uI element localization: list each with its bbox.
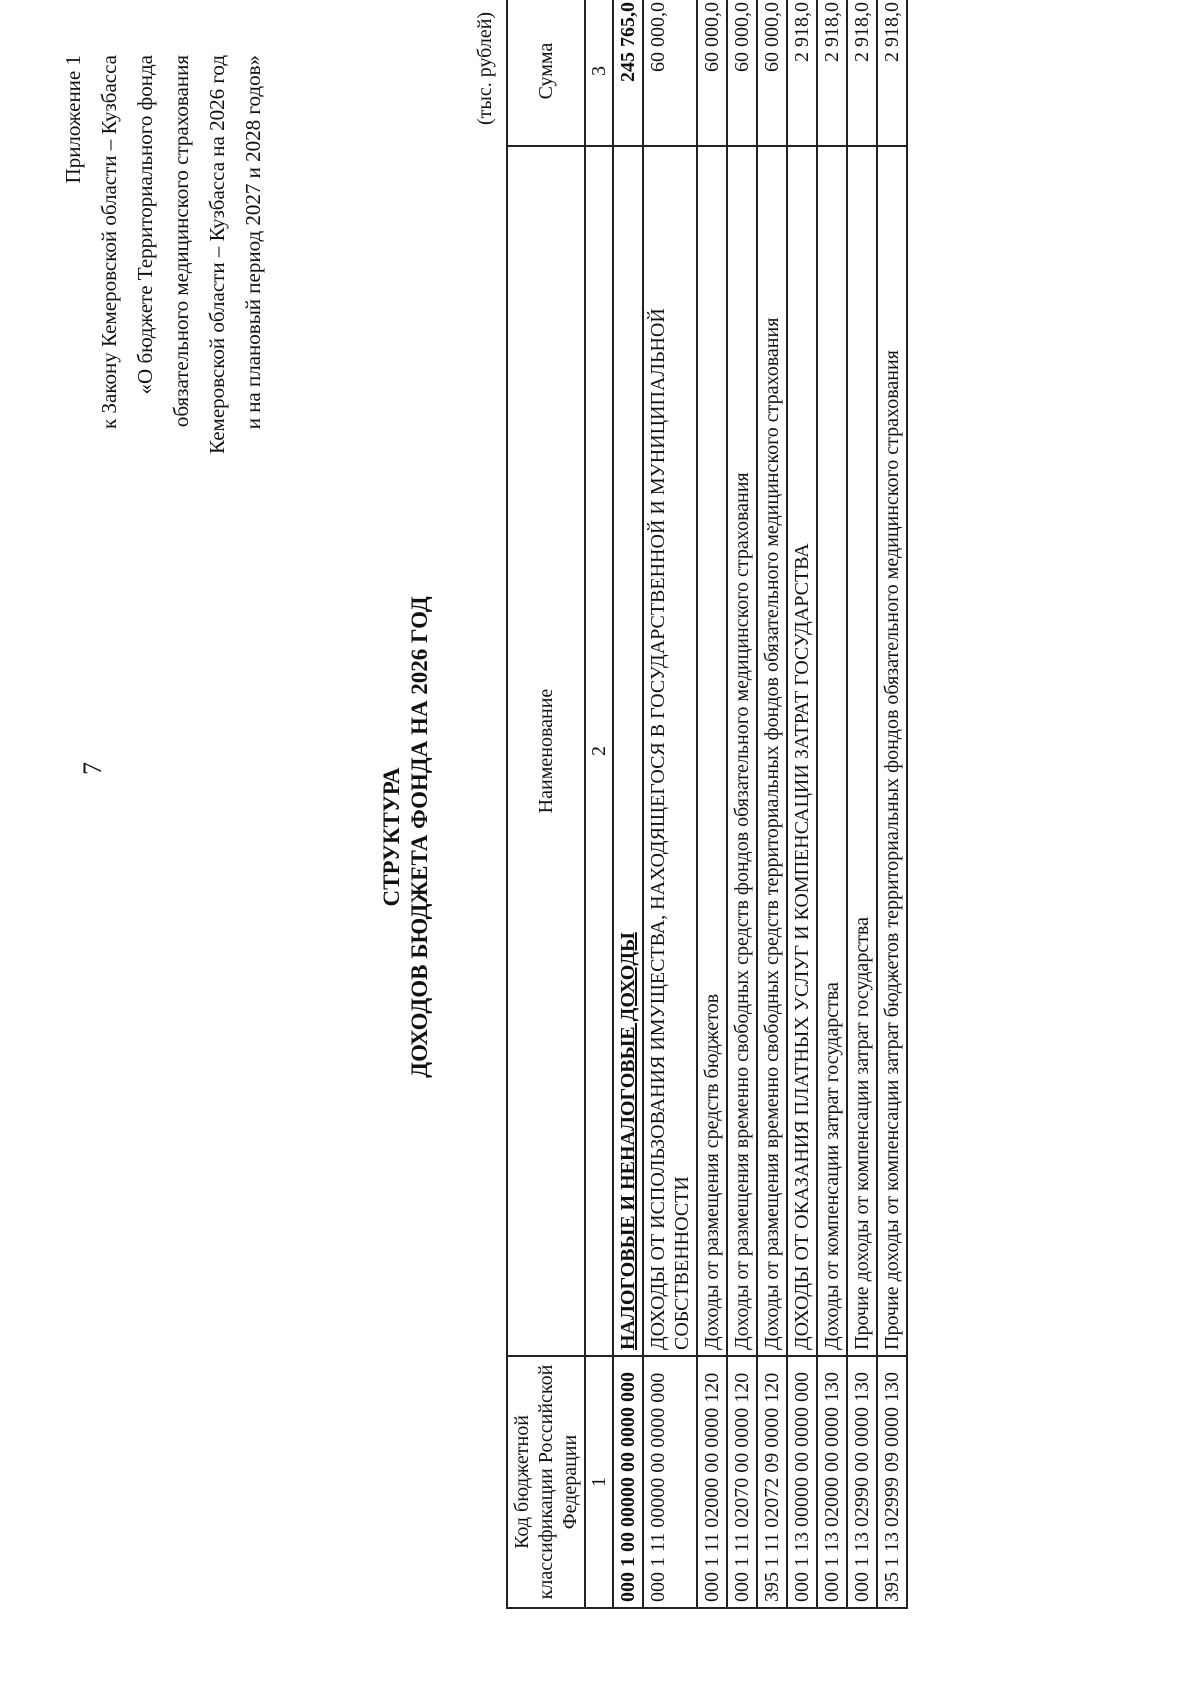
appendix-line: и на плановый период 2027 и 2028 годов»	[241, 55, 265, 430]
table-row	[817, 0, 847, 1608]
appendix-caption	[55, 55, 271, 615]
appendix-line: обязательного медицинского страхования	[169, 55, 193, 428]
row-code: 000 1 11 02070 00 0000 120	[727, 1356, 757, 1608]
row-name: Доходы от размещения средств бюджетов	[697, 146, 727, 1356]
table-row	[757, 0, 787, 1608]
row-name: Прочие доходы от компенсации затрат бюджетов территориальных фондов обязательного медицинского страхования	[877, 146, 907, 1356]
row-name: Прочие доходы от компенсации затрат государства	[847, 146, 877, 1356]
row-sum: 2 918,0	[787, 0, 817, 146]
column-number: 2	[585, 146, 613, 1356]
row-sum: 2 918,0	[817, 0, 847, 146]
row-sum: 2 918,0	[847, 0, 877, 146]
row-code: 000 1 11 00000 00 0000 000	[643, 1356, 697, 1608]
row-name-text: НАЛОГОВЫЕ И НЕНАЛОГОВЫЕ ДОХОДЫ	[617, 932, 639, 1350]
row-sum: 60 000,0	[757, 0, 787, 146]
header-code: Код бюджетной классификации Российской Федерации	[507, 1356, 585, 1608]
row-code: 000 1 13 00000 00 0000 000	[787, 1356, 817, 1608]
header-sum: Сумма	[507, 0, 585, 146]
appendix-line: «О бюджете Территориального фонда	[133, 55, 157, 395]
appendix-line: Кемеровской области – Кузбасса на 2026 год	[205, 55, 229, 454]
row-name: Доходы от размещения временно свободных средств территориальных фондов обязательного медицинского страхования	[757, 146, 787, 1356]
title-line-1: СТРУКТУРА	[379, 767, 404, 907]
row-name: Доходы от компенсации затрат государства	[817, 146, 847, 1356]
row-code: 395 1 13 02999 09 0000 130	[877, 1356, 907, 1608]
row-code: 000 1 00 00000 00 0000 000	[613, 1356, 643, 1608]
page-number: 7	[78, 762, 107, 775]
table-row	[847, 0, 877, 1608]
row-code: 000 1 13 02990 00 0000 130	[847, 1356, 877, 1608]
row-name: Доходы от размещения временно свободных средств фондов обязательного медицинского страхования	[727, 146, 757, 1356]
units-label: (тыс. рублей)	[474, 11, 496, 125]
revenue-structure-table	[506, 0, 908, 1609]
row-code: 395 1 11 02072 09 0000 120	[757, 1356, 787, 1608]
column-number: 1	[585, 1356, 613, 1608]
column-number: 3	[585, 0, 613, 146]
row-sum: 60 000,0	[727, 0, 757, 146]
appendix-line: к Закону Кемеровской области – Кузбасса	[97, 55, 121, 429]
table-row	[877, 0, 907, 1608]
table-row	[613, 0, 643, 1608]
document-title	[378, 517, 434, 1157]
table-header-row	[507, 0, 585, 1608]
row-sum: 60 000,0	[697, 0, 727, 146]
row-code: 000 1 11 02000 00 0000 120	[697, 1356, 727, 1608]
row-sum: 60 000,0	[643, 0, 697, 146]
row-name	[613, 146, 643, 1356]
row-name: ДОХОДЫ ОТ ИСПОЛЬЗОВАНИЯ ИМУЩЕСТВА, НАХОДЯЩЕГОСЯ В ГОСУДАРСТВЕННОЙ И МУНИЦИПАЛЬНОЙ СОБСТВЕННОСТИ	[643, 146, 697, 1356]
row-name: ДОХОДЫ ОТ ОКАЗАНИЯ ПЛАТНЫХ УСЛУГ И КОМПЕНСАЦИИ ЗАТРАТ ГОСУДАРСТВА	[787, 146, 817, 1356]
title-line-2: ДОХОДОВ БЮДЖЕТА ФОНДА НА 2026 ГОД	[407, 596, 432, 1078]
row-sum: 2 918,0	[877, 0, 907, 146]
table-row	[787, 0, 817, 1608]
row-sum: 245 765,0	[613, 0, 643, 146]
header-name: Наименование	[507, 146, 585, 1356]
row-code: 000 1 13 02000 00 0000 130	[817, 1356, 847, 1608]
column-numbers-row	[585, 0, 613, 1608]
table-row	[727, 0, 757, 1608]
table-row	[643, 0, 697, 1608]
table-row	[697, 0, 727, 1608]
appendix-line: Приложение 1	[61, 55, 85, 184]
